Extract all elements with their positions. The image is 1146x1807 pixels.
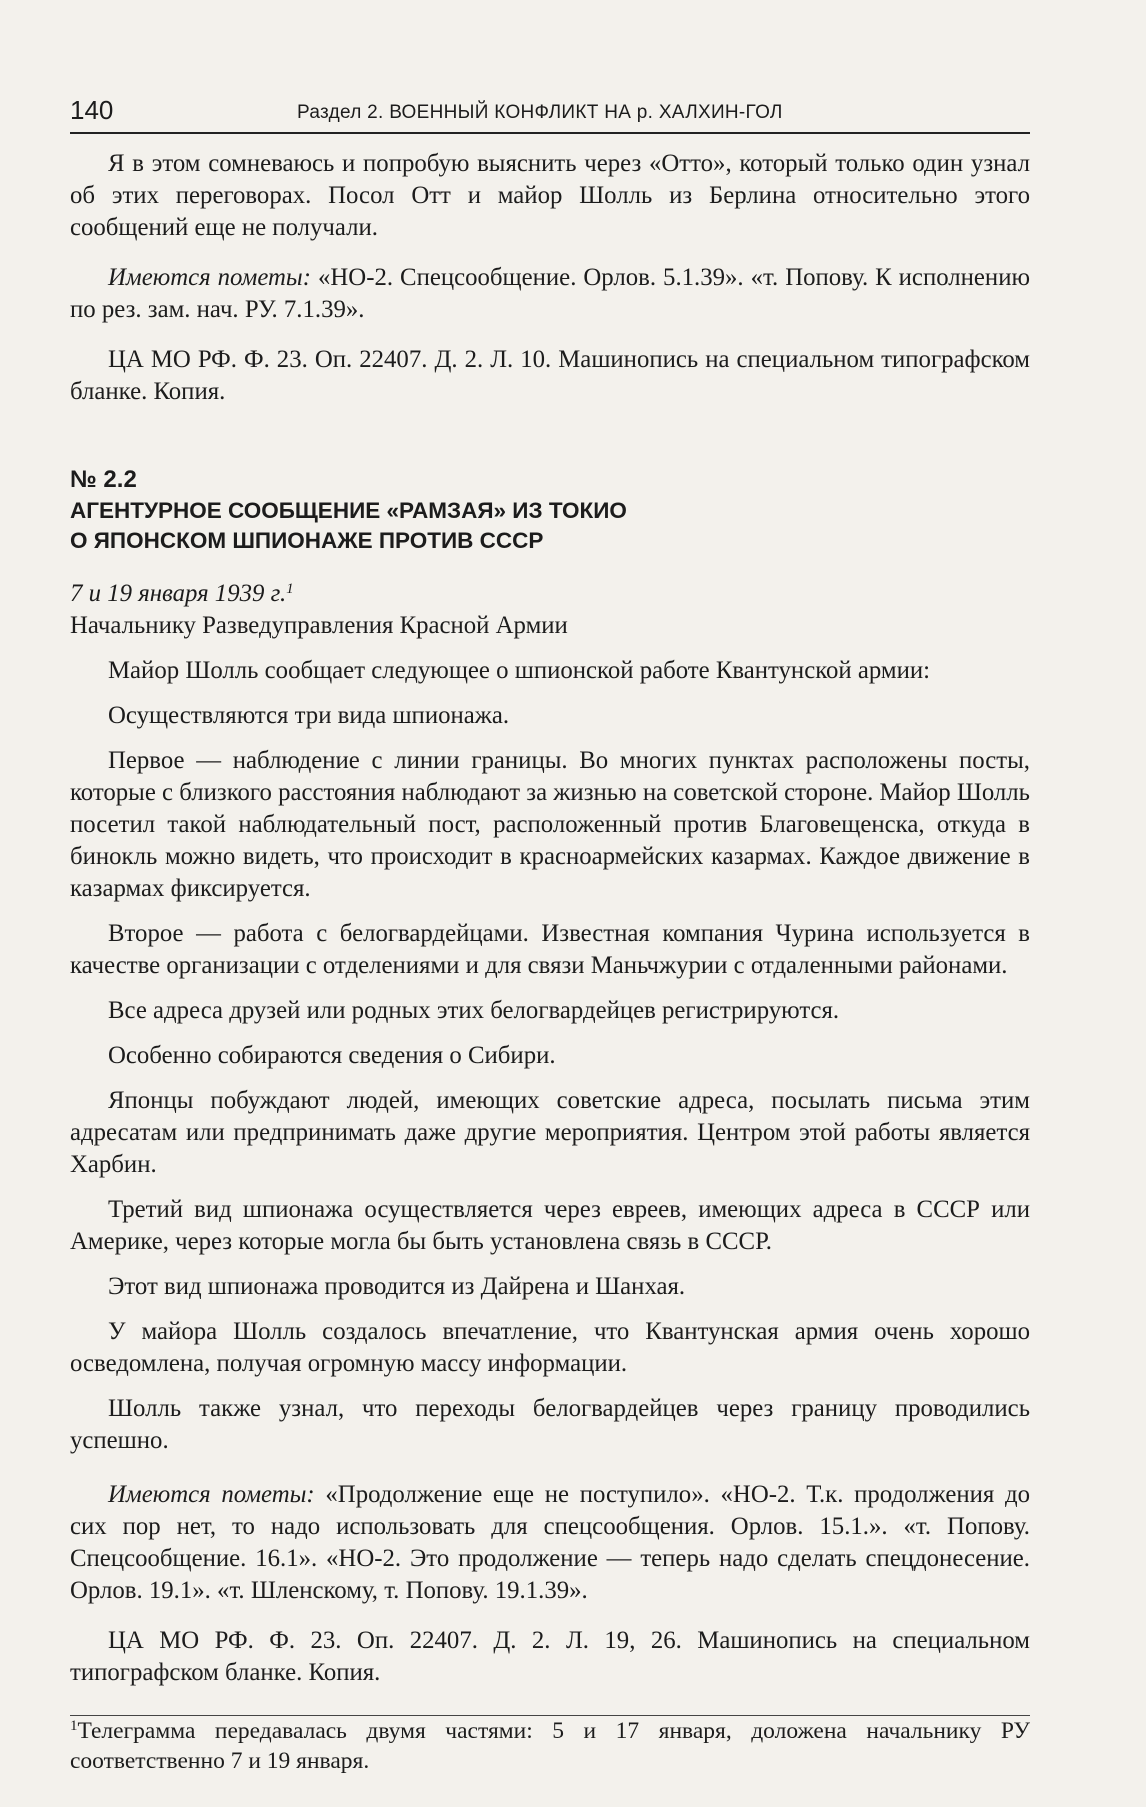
prev-doc-notes <box>70 262 1030 326</box>
document-title-line-1: АГЕНТУРНОЕ СООБЩЕНИЕ «РАМЗАЯ» ИЗ ТОКИО <box>70 498 627 523</box>
footnote-text: Телеграмма передавалась двумя частями: 5 и 17 января, доложена начальнику РУ соответственно 7 и 19 января. <box>70 1718 1030 1774</box>
section-title: Раздел 2. ВОЕННЫЙ КОНФЛИКТ НА р. ХАЛХИН-ГОЛ <box>297 102 783 123</box>
footnote-ref: 1 <box>286 581 294 597</box>
prev-doc-paragraph: Я в этом сомневаюсь и попробую выяснить через «Отто», который только один узнал об этих переговорах. Посол Отт и майор Шолль из Берлина относительно этого сообщений еще не получали. <box>70 150 1030 241</box>
document-number: № 2.2 <box>70 466 137 493</box>
notes-label: Имеются пометы: <box>108 1481 315 1508</box>
date-text: 7 и 19 января 1939 г. <box>70 580 287 607</box>
document-notes <box>70 1479 1030 1607</box>
page-body <box>70 148 1030 1776</box>
running-header <box>70 96 1030 134</box>
body-paragraph: Этот вид шпионажа проводится из Дайрена и Шанхая. <box>108 1273 686 1300</box>
document-title-line-2: О ЯПОНСКОМ ШПИОНАЖЕ ПРОТИВ СССР <box>70 528 544 553</box>
notes-text: «НО-2. Спецсообщение. Орлов. 5.1.39». «т. Попову. К исполнению по рез. зам. нач. РУ. 7.1.39». <box>70 264 1031 323</box>
body-paragraph: Шолль также узнал, что переходы белогвардейцев через границу проводились успешно. <box>70 1395 1030 1454</box>
body-paragraph: Майор Шолль сообщает следующее о шпионской работе Квантунской армии: <box>108 657 931 684</box>
body-paragraph: У майора Шолль создалось впечатление, что Квантунская армия очень хорошо осведомлена, получая огромную массу информации. <box>70 1318 1030 1377</box>
footnote-mark: 1 <box>70 1718 78 1734</box>
footnote <box>70 1716 1030 1776</box>
page-number: 140 <box>70 95 114 125</box>
document-date <box>70 578 1030 610</box>
body-paragraph: Третий вид шпионажа осуществляется через евреев, имеющих адреса в СССР или Америке, через которые могла бы быть установлена связь в СССР. <box>70 1196 1030 1255</box>
notes-label: Имеются пометы: <box>108 264 311 291</box>
body-paragraph: Первое — наблюдение с линии границы. Во многих пунктах расположены посты, которые с близкого расстояния наблюдают за жизнью на советской стороне. Майор Шолль посетил такой наблюдательный пост, расположенный против Благовещенска, откуда в бинокль можно видеть, что происходит в красноармейских казармах. Каждое движение в казармах фиксируется. <box>70 747 1030 902</box>
document-archive-ref: ЦА МО РФ. Ф. 23. Оп. 22407. Д. 2. Л. 19, 26. Машинопись на специальном типографском бланке. Копия. <box>70 1627 1030 1686</box>
body-paragraph: Осуществляются три вида шпионажа. <box>108 702 510 729</box>
body-paragraph: Японцы побуждают людей, имеющих советские адреса, посылать письма этим адресатам или предпринимать даже другие мероприятия. Центром этой работы является Харбин. <box>70 1087 1030 1178</box>
body-paragraph: Второе — работа с белогвардейцами. Известная компания Чурина используется в качестве организации с отделениями и для связи Маньчжурии с отдаленными районами. <box>70 920 1030 979</box>
notes-text: «Продолжение еще не поступило». «НО-2. Т.к. продолжения до сих пор нет, то надо использовать для спецсообщения. Орлов. 15.1.». «т. Попову. Спецсообщение. 16.1». «НО-2. Это продолжение — теперь надо сделать спецдонесение. Орлов. 19.1». «т. Шленскому, т. Попову. 19.1.39». <box>70 1481 1030 1604</box>
body-paragraph: Особенно собираются сведения о Сибири. <box>108 1042 556 1069</box>
addressee: Начальнику Разведуправления Красной Армии <box>70 612 568 639</box>
body-paragraph: Все адреса друзей или родных этих белогвардейцев регистрируются. <box>108 997 840 1024</box>
prev-doc-archive-ref: ЦА МО РФ. Ф. 23. Оп. 22407. Д. 2. Л. 10. Машинопись на специальном типографском бланке. Копия. <box>70 346 1030 405</box>
